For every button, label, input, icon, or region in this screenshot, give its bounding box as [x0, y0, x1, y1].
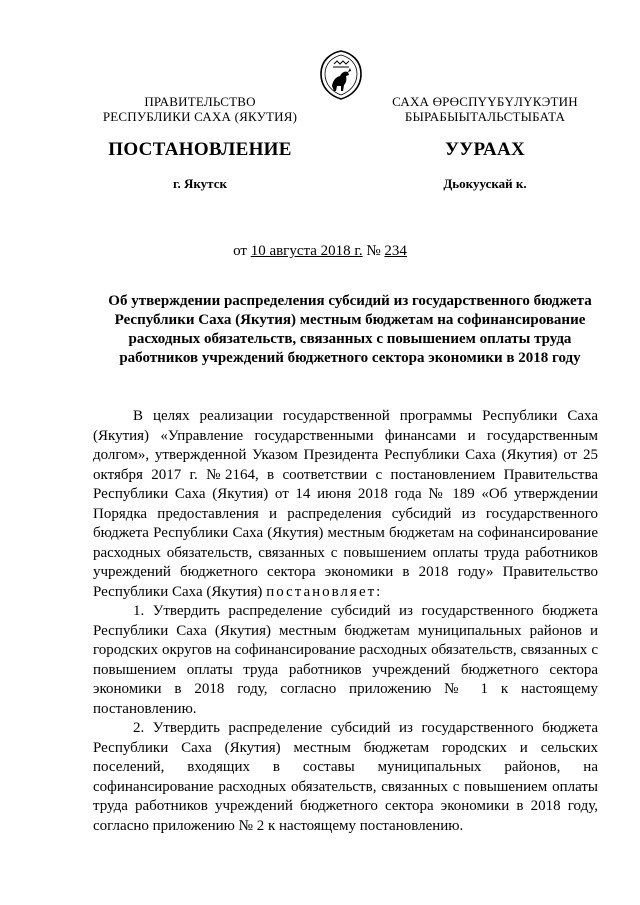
- coat-of-arms-icon: [318, 50, 364, 100]
- item-2-paragraph: 2. Утвердить распределение субсидий из государственного бюджета Республики Саха (Якутия) местным бюджетам городских и сельских поселений, входящих в составы муниципальных районов, на софинансирование расходных обязательств, связанных с повышением оплаты труда работников учреждений бюджетного сектора экономики в 2018 году, согласно приложению № 2 к настоящему постановлению.: [93, 720, 598, 834]
- intro-paragraph: [93, 407, 598, 602]
- document-body: [93, 407, 598, 836]
- government-line-1: ПРАВИТЕЛЬСТВО: [144, 94, 256, 109]
- document-date: 10 августа 2018 г.: [250, 243, 363, 259]
- resolve-word: постановляет:: [266, 583, 383, 600]
- doc-type-yakut: УУРААХ: [444, 139, 526, 160]
- document-title: Об утверждении распределения субсидий из государственного бюджета Республики Саха (Якутия) местным бюджетам на софинансирование расходных обязательств, связанных с повышением оплаты труда работников учреждений бюджетного сектора экономики в 2018 году: [108, 293, 592, 366]
- government-line-2-yakut: БЫРАБЫЫТАЛЬСТЫБАТА: [404, 109, 566, 124]
- government-name-yakut: [385, 94, 585, 124]
- item-1-paragraph: 1. Утвердить распределение субсидий из государственного бюджета Республики Саха (Якутия) местным бюджетам муниципальных районов и городских округов на софинансирование расходных обязательств, связанных с повышением оплаты труда работников учреждений бюджетного сектора экономики в 2018 году, согласно приложению № 1 к настоящему постановлению.: [93, 603, 598, 717]
- date-prefix: от: [233, 243, 251, 259]
- city-russian: г. Якутск: [173, 176, 227, 191]
- city-yakut: Дьокуускай к.: [443, 176, 527, 191]
- document-date-number: [0, 243, 640, 260]
- government-name-russian: [100, 94, 300, 124]
- document-number: 234: [384, 243, 407, 259]
- number-label: №: [362, 243, 385, 259]
- intro-text: В целях реализации государственной программы Республики Саха (Якутия) «Управление государственными финансами и государственным долгом», утвержденной Указом Президента Республики Саха (Якутия) от 25 октября 2017 г. №2164, в соответствии с постановлением Правительства Республики Саха (Якутия) от 14 июня 2018 года № 189 «Об утверждении Порядка предоставления и распределения субсидий из государственного бюджета Республики Саха (Якутия) местным бюджетам на софинансирование расходных обязательств, связанных с повышением оплаты труда работников учреждений бюджетного сектора экономики в 2018 году» Правительство Республики Саха (Якутия): [93, 408, 598, 600]
- government-line-1-yakut: САХА ӨРӨСПҮҮБҮЛҮКЭТИН: [392, 94, 578, 109]
- doc-type-russian: ПОСТАНОВЛЕНИЕ: [108, 139, 292, 160]
- government-line-2: РЕСПУБЛИКИ САХА (ЯКУТИЯ): [102, 109, 298, 124]
